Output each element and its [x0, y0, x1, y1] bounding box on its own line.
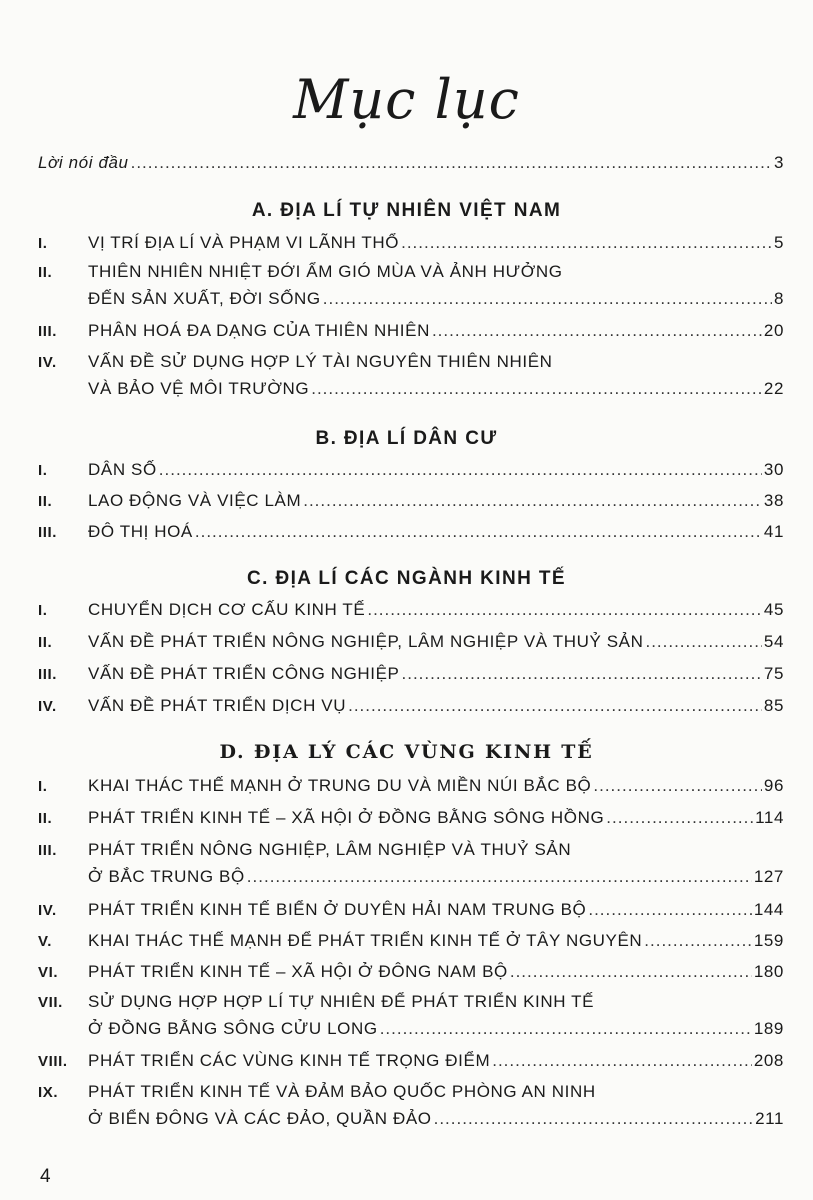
- toc-entry-number: II.: [38, 634, 53, 651]
- toc-page-number: 180: [753, 962, 784, 981]
- dot-leader: [159, 460, 762, 480]
- dot-leader: [348, 696, 762, 716]
- toc-entry-number: IV.: [38, 354, 57, 371]
- toc-page-number: 3: [773, 153, 784, 172]
- toc-page-number: 114: [755, 808, 784, 827]
- toc-entry: [38, 1051, 784, 1078]
- toc-entry-number: II.: [38, 264, 53, 281]
- toc-entry-label: SỬ DỤNG HỢP HỢP LÍ TỰ NHIÊN ĐỂ PHÁT TRIỂN KINH TẾ: [88, 992, 595, 1011]
- toc-entry-number: II.: [38, 493, 53, 510]
- toc-entry: [38, 931, 784, 958]
- dot-leader: [195, 522, 762, 542]
- toc-entry-number: VII.: [38, 994, 63, 1011]
- toc-page-number: 45: [763, 600, 784, 619]
- toc-entry-intro: [38, 153, 784, 180]
- toc-entry-label: VẤN ĐỀ PHÁT TRIỂN NÔNG NGHIỆP, LÂM NGHIỆP VÀ THUỶ SẢN: [88, 632, 644, 651]
- dot-leader: [645, 632, 761, 652]
- page-title: Mục lục: [293, 68, 520, 131]
- toc-entry-label: LAO ĐỘNG VÀ VIỆC LÀM: [88, 491, 302, 510]
- toc-page-number: 127: [753, 867, 784, 886]
- toc-entry-label: PHÂN HOÁ ĐA DẠNG CỦA THIÊN NHIÊN: [88, 321, 430, 340]
- toc-entry-label: DÂN SỐ: [88, 460, 157, 479]
- toc-page-number: 189: [753, 1019, 784, 1038]
- toc-entry-label: PHÁT TRIỂN NÔNG NGHIỆP, LÂM NGHIỆP VÀ THUỶ SẢN: [88, 840, 572, 859]
- dot-leader: [380, 1019, 752, 1039]
- toc-entry-number: I.: [38, 602, 48, 619]
- section-heading-d: D. ĐỊA LÝ CÁC VÙNG KINH TẾ: [219, 741, 594, 763]
- toc-entry-number: IX.: [38, 1084, 59, 1101]
- toc-entry-label: PHÁT TRIỂN KINH TẾ – XÃ HỘI Ở ĐÔNG NAM BỘ: [88, 962, 508, 981]
- toc-page-number: 144: [753, 900, 784, 919]
- toc-entry: [38, 696, 784, 723]
- toc-entry-label: VẤN ĐỀ PHÁT TRIỂN DỊCH VỤ: [88, 696, 347, 715]
- toc-entry: [38, 664, 784, 691]
- toc-entry-label: VẤN ĐỀ PHÁT TRIỂN CÔNG NGHIỆP: [88, 664, 400, 683]
- toc-entry-label: CHUYỂN DỊCH CƠ CẤU KINH TẾ: [88, 600, 366, 619]
- toc-entry: [38, 352, 784, 406]
- page-number: 4: [40, 1166, 51, 1187]
- toc-entry: [38, 632, 784, 659]
- toc-entry: [38, 600, 784, 627]
- dot-leader: [311, 379, 762, 399]
- toc-entry-label: PHÁT TRIỂN KINH TẾ BIỂN Ở DUYÊN HẢI NAM TRUNG BỘ: [88, 900, 587, 919]
- toc-entry-number: V.: [38, 933, 52, 950]
- toc-entry: [38, 460, 784, 487]
- toc-page-number: 8: [773, 289, 784, 308]
- toc-page-number: 38: [763, 491, 784, 510]
- section-heading-c: C. ĐỊA LÍ CÁC NGÀNH KINH TẾ: [247, 568, 566, 589]
- toc-entry-label: KHAI THÁC THẾ MẠNH ĐỂ PHÁT TRIỂN KINH TẾ Ở TÂY NGUYÊN: [88, 931, 643, 950]
- toc-entry-number: I.: [38, 235, 48, 252]
- toc-entry-number: VIII.: [38, 1053, 68, 1070]
- toc-page-number: 54: [763, 632, 784, 651]
- toc-entry-label-cont: Ở BẮC TRUNG BỘ: [88, 867, 245, 886]
- dot-leader: [432, 321, 762, 341]
- toc-entry-label: PHÁT TRIỂN CÁC VÙNG KINH TẾ TRỌNG ĐIỂM: [88, 1051, 491, 1070]
- toc-page-number: 85: [763, 696, 784, 715]
- toc-entry-number: III.: [38, 524, 58, 541]
- toc-entry-number: III.: [38, 666, 58, 683]
- dot-leader: [606, 808, 753, 828]
- toc-entry-label: VẤN ĐỀ SỬ DỤNG HỢP LÝ TÀI NGUYÊN THIÊN NHIÊN: [88, 352, 553, 371]
- dot-leader: [402, 664, 762, 684]
- dot-leader: [131, 153, 772, 173]
- dot-leader: [247, 867, 752, 887]
- toc-page-number: 30: [763, 460, 784, 479]
- toc-entry-number: IV.: [38, 902, 57, 919]
- toc-entry-label: PHÁT TRIỂN KINH TẾ VÀ ĐẢM BẢO QUỐC PHÒNG AN NINH: [88, 1082, 596, 1101]
- toc-entry-number: III.: [38, 842, 58, 859]
- toc-page-number: 159: [753, 931, 784, 950]
- dot-leader: [367, 600, 762, 620]
- toc-entry: [38, 900, 784, 927]
- toc-entry-label: PHÁT TRIỂN KINH TẾ – XÃ HỘI Ở ĐỒNG BẰNG SÔNG HỒNG: [88, 808, 605, 827]
- toc-page-number: 211: [755, 1109, 784, 1128]
- toc-entry-number: VI.: [38, 964, 59, 981]
- toc-page-number: 20: [763, 321, 784, 340]
- toc-entry: [38, 1082, 784, 1136]
- dot-leader: [303, 491, 762, 511]
- toc-entry-number: I.: [38, 778, 48, 795]
- toc-page-number: 22: [763, 379, 784, 398]
- toc-entry: [38, 808, 784, 835]
- toc-entry-number: II.: [38, 810, 53, 827]
- toc-page-number: 5: [773, 233, 784, 252]
- dot-leader: [434, 1109, 753, 1129]
- toc-entry: [38, 321, 784, 348]
- toc-entry: [38, 491, 784, 518]
- toc-page-number: 208: [753, 1051, 784, 1070]
- toc-entry: [38, 992, 784, 1046]
- toc-entry: [38, 262, 784, 316]
- dot-leader: [510, 962, 752, 982]
- dot-leader: [644, 931, 752, 951]
- toc-entry-label: VỊ TRÍ ĐỊA LÍ VÀ PHẠM VI LÃNH THỔ: [88, 233, 400, 252]
- toc-entry: [38, 776, 784, 803]
- toc-entry-label: THIÊN NHIÊN NHIỆT ĐỚI ẨM GIÓ MÙA VÀ ẢNH HƯỞNG: [88, 262, 563, 281]
- toc-entry-number: III.: [38, 323, 58, 340]
- toc-entry-number: I.: [38, 462, 48, 479]
- toc-entry: [38, 962, 784, 989]
- toc-entry-label: ĐÔ THỊ HOÁ: [88, 522, 193, 541]
- toc-page-number: 75: [763, 664, 784, 683]
- toc-entry-label-cont: VÀ BẢO VỆ MÔI TRƯỜNG: [88, 379, 310, 398]
- section-heading-a: A. ĐỊA LÍ TỰ NHIÊN VIỆT NAM: [251, 200, 562, 221]
- section-heading-b: B. ĐỊA LÍ DÂN CƯ: [315, 428, 498, 449]
- toc-entry: [38, 840, 784, 894]
- toc-entry-label-cont: Ở ĐỒNG BẰNG SÔNG CỬU LONG: [88, 1019, 378, 1038]
- dot-leader: [401, 233, 772, 253]
- dot-leader: [588, 900, 751, 920]
- toc-entry: [38, 233, 784, 260]
- toc-entry: [38, 522, 784, 549]
- dot-leader: [323, 289, 772, 309]
- toc-entry-label-cont: Ở BIỂN ĐÔNG VÀ CÁC ĐẢO, QUẦN ĐẢO: [88, 1109, 432, 1128]
- toc-entry-label-cont: ĐẾN SẢN XUẤT, ĐỜI SỐNG: [88, 289, 321, 308]
- dot-leader: [492, 1051, 752, 1071]
- toc-entry-label: KHAI THÁC THẾ MẠNH Ở TRUNG DU VÀ MIỀN NÚI BẮC BỘ: [88, 776, 592, 795]
- dot-leader: [593, 776, 762, 796]
- toc-page-number: 96: [763, 776, 784, 795]
- toc-entry-number: IV.: [38, 698, 57, 715]
- toc-page-number: 41: [763, 522, 784, 541]
- toc-entry-label: Lời nói đầu: [38, 153, 129, 172]
